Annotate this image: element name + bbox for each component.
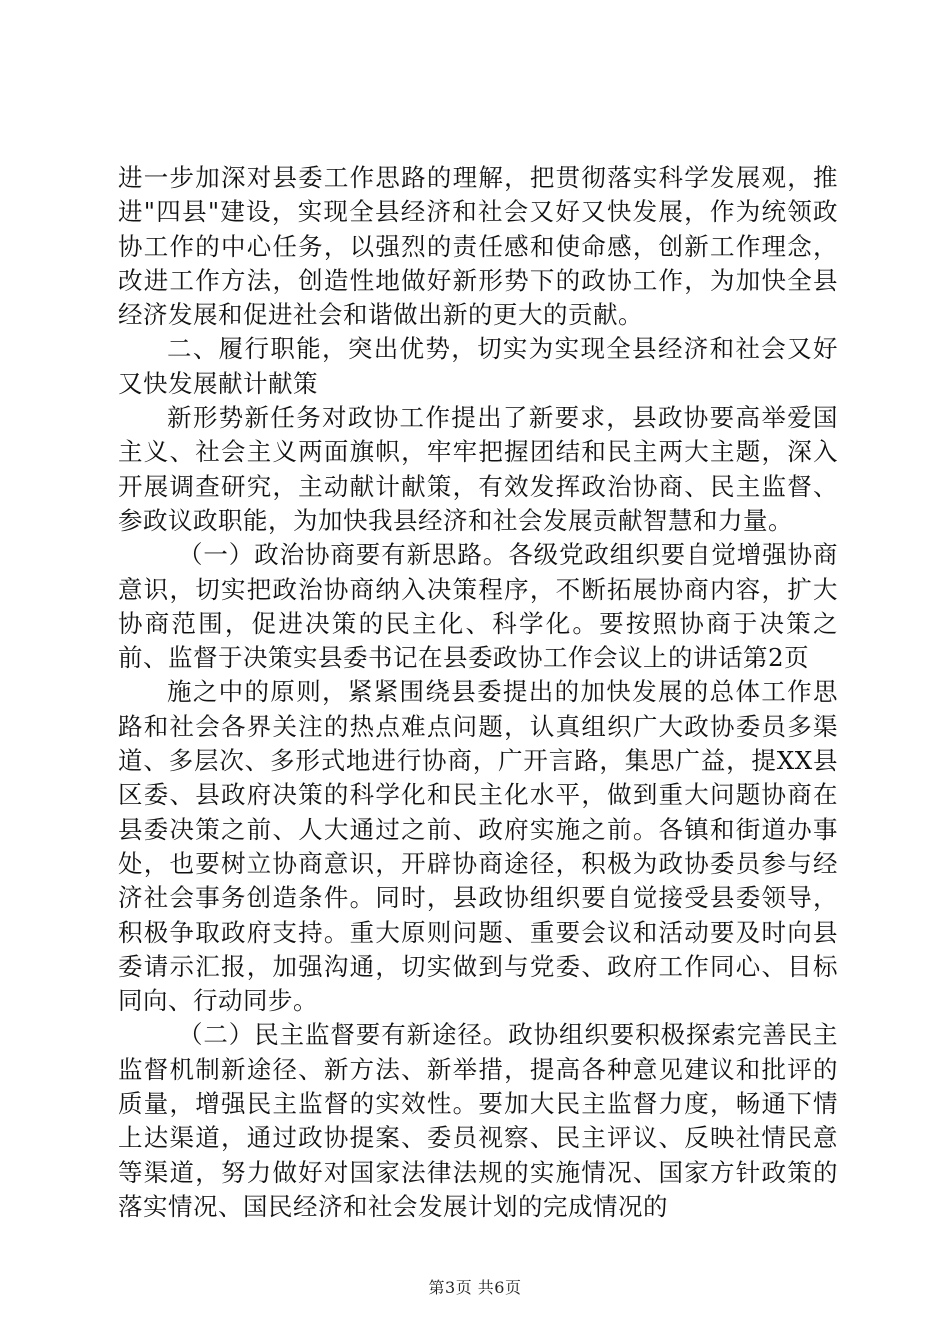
paragraph-continuation: 进一步加深对县委工作思路的理解，把贯彻落实科学发展观，推进"四县"建设，实现全县经济和社会又好又快发展，作为统领政协工作的中心任务，以强烈的责任感和使命感，创新工作理念，改进工作方法，创造性地做好新形势下的政协工作，为加快全县经济发展和促进社会和谐做出新的更大的贡献。 (118, 163, 838, 330)
paragraph-new-requirements: 新形势新任务对政协工作提出了新要求，县政协要高举爱国主义、社会主义两面旗帜，牢牢把握团结和民主两大主题，深入开展调查研究，主动献计献策，有效发挥政治协商、民主监督、参政议政职能，为加快我县经济和社会发展贡献智慧和力量。 (118, 403, 838, 535)
paragraph-democratic-supervision: （二）民主监督要有新途径。政协组织要积极探索完善民主监督机制新途径、新方法、新举措，提高各种意见建议和批评的质量，增强民主监督的实效性。要加大民主监督力度，畅通下情上达渠道，通过政协提案、委员视察、民主评议、反映社情民意等渠道，努力做好对国家法律法规的实施情况、国家方针政策的落实情况、国民经济和社会发展计划的完成情况的 (118, 1020, 838, 1221)
section-heading-two: 二、履行职能，突出优势，切实为实现全县经济和社会又好又快发展献计献策 (118, 334, 838, 398)
page-footer: 第3页 共6页 (428, 1278, 522, 1297)
paragraph-political-consultation: （一）政治协商要有新思路。各级党政组织要自觉增强协商意识，切实把政治协商纳入决策程序，不断拓展协商内容，扩大协商范围，促进决策的民主化、科学化。要按照协商于决策之前、监督于决策实县委书记在县委政协工作会议上的讲话第2页 (118, 540, 838, 673)
document-body (118, 161, 838, 1224)
paragraph-consultation-principles: 施之中的原则，紧紧围绕县委提出的加快发展的总体工作思路和社会各界关注的热点难点问题，认真组织广大政协委员多渠道、多层次、多形式地进行协商，广开言路，集思广益，提XX县区委、县政府决策的科学化和民主化水平，做到重大问题协商在县委决策之前、人大通过之前、政府实施之前。各镇和街道办事处，也要树立协商意识，开辟协商途径，积极为政协委员参与经济社会事务创造条件。同时，县政协组织要自觉接受县委领导，积极争取政府支持。重大原则问题、重要会议和活动要及时向县委请示汇报，加强沟通，切实做到与党委、政府工作同心、目标同向、行动同步。 (118, 677, 838, 1016)
